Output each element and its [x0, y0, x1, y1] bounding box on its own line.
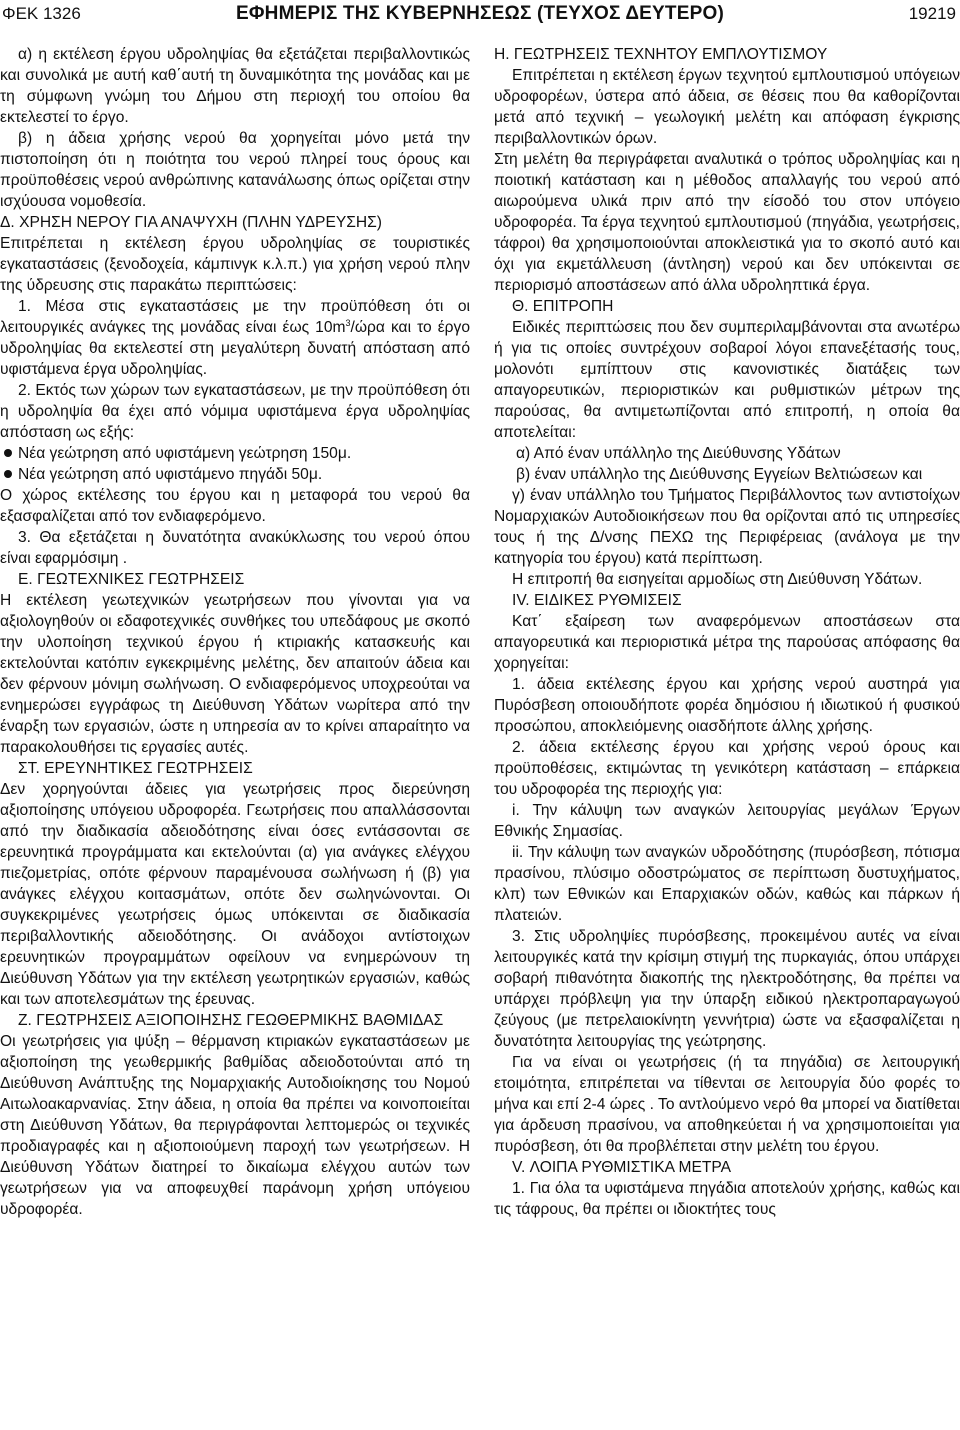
- paragraph-iv-2-ii: ii. Την κάλυψη των αναγκών υδροδότησης (πυρόσβεση, πότισμα πρασίνου, πλύσιμο οδοστρώματος σε περίπτωση δυστυχήματος, κλπ) των Εθνικών και Επαρχιακών οδών, καθώς και πάρκων ή πλατειών.: [494, 844, 960, 924]
- paragraph-iv-1: 1. άδεια εκτέλεσης έργου και χρήσης νερού αυστηρά για Πυρόσβεση οποιουδήποτε φορέα δημόσιου ή ιδιωτικού ή φυσικού προσώπου, αποκλειόμενης οιασδήποτε άλλης χρήσης.: [494, 676, 960, 735]
- paragraph-b: β) η άδεια χρήσης νερού θα χορηγείται μόνο μετά την πιστοποίηση ότι η ποιότητα του νερού πληρεί τους όρους και προϋποθέσεις νερού ανθρώπινης κατανάλωσης όπως ορίζεται στην ισχύουσα νομοθεσία.: [0, 130, 470, 210]
- section-heading-z: Ζ. ΓΕΩΤΡΗΣΕΙΣ ΑΞΙΟΠΟΙΗΣΗΣ ΓΕΩΘΕΡΜΙΚΗΣ ΒΑΘΜΙΔΑΣ: [18, 1012, 444, 1029]
- page-header: [0, 0, 960, 30]
- paragraph-iv: Κατ΄ εξαίρεση των αναφερόμενων αποστάσεων στα απαγορευτικά και περιοριστικά μέτρα της παρούσας απόφασης θα χορηγείται:: [494, 613, 960, 672]
- paragraph-1-text-end: /ώρα και το έργο υδροληψίας θα εκτελεστεί στη μεγαλύτερη δυνατή απόσταση από υφιστάμενα έργα υδροληψίας.: [0, 319, 470, 378]
- paragraph-e: Η εκτέλεση γεωτεχνικών γεωτρήσεων που γίνονται για να αξιολογηθούν οι εδαφοτεχνικές συνθήκες του υπεδάφους με σκοπό την υλοποίηση τεχνικού έργου ή κτιριακής κατασκευής και εκτελούνται κατόπιν εγκεκριμένης μελέτης, δεν απαιτούν άδεια και δεν φέρνουν μόνιμη σωλήνωση. Ο ενδιαφερόμενος υποχρεούται να ενημερώσει εγγράφως τη Διεύθυνση Υδάτων νωρίτερα από την έναρξη των εργασιών, ώστε η υπηρεσία αν το κρίνει απαραίτητο να παρακολουθήσει τις εργασίες αυτές.: [0, 592, 470, 756]
- section-heading-e: Ε. ΓΕΩΤΕΧΝΙΚΕΣ ΓΕΩΤΡΗΣΕΙΣ: [18, 571, 245, 588]
- section-heading-v: V. ΛΟΙΠΑ ΡΥΘΜΙΣΤΙΚΑ ΜΕΤΡΑ: [512, 1159, 732, 1176]
- paragraph-v-1: 1. Για όλα τα υφιστάμενα πηγάδια αποτελούν χρήσης, καθώς και τις τάφρους, θα πρέπει οι ιδιοκτήτες τους: [494, 1180, 960, 1218]
- bullet-icon: [4, 449, 12, 457]
- page-number: 19219: [908, 4, 956, 23]
- bullet-item-1: [0, 443, 470, 464]
- bullet-icon: [4, 470, 12, 478]
- paragraph-area: Ο χώρος εκτέλεσης του έργου και η μεταφορά του νερού θα εξασφαλίζεται από τον ενδιαφερόμενο.: [0, 487, 470, 525]
- paragraph-h2: Στη μελέτη θα περιγράφεται αναλυτικά ο τρόπος υδροληψίας και η ποιοτική κατάσταση και η μέθοδος απαλλαγής του νερού από αιωρούμενα υλικά πριν από την είσοδό του στον υπόγειο υδροφορέα. Τα έργα τεχνητού εμπλουτισμού (πηγάδια, γεωτρήσεις, τάφροι) θα χρησιμοποιούνται αποκλειστικά για το σκοπό αυτό και όχι για εκμετάλλευση (άντληση) νερού και δεν υπόκεινται σε περιορισμό αποστάσεων από άλλα υδροληπτικά έργα.: [494, 151, 960, 294]
- paragraph-h1: Επιτρέπεται η εκτέλεση έργων τεχνητού εμπλουτισμού υπόγειων υδροφορέων, ύστερα από άδεια, σε θέσεις που θα καθορίζονται μετά από τεχνική – γεωλογική μελέτη και απόφαση έγκρισης περιβαλλοντικών όρων.: [494, 67, 960, 147]
- paragraph-th-d: Η επιτροπή θα εισηγείται αρμοδίως στη Διεύθυνση Υδάτων.: [512, 571, 923, 588]
- section-heading-iv: IV. ΕΙΔΙΚΕΣ ΡΥΘΜΙΣΕΙΣ: [512, 592, 682, 609]
- bullet-text-1: Νέα γεώτρηση από υφιστάμενη γεώτρηση 150μ.: [18, 445, 352, 462]
- paragraph-iv-2: 2. άδεια εκτέλεσης έργου και χρήσης νερού όρους και προϋποθέσεις, εκτιμώντας τη γενικότερη κατάσταση – επάρκεια του υδροφορέα της περιοχής για:: [494, 739, 960, 798]
- left-column: [0, 44, 470, 1220]
- paragraph-iv-2-i: i. Την κάλυψη των αναγκών λειτουργίας μεγάλων Έργων Εθνικής Σημασίας.: [494, 802, 960, 840]
- cubic-superscript: 3: [345, 317, 351, 328]
- bullet-text-2: Νέα γεώτρηση από υφιστάμενο πηγάδι 50μ.: [18, 466, 323, 483]
- paragraph-z: Οι γεωτρήσεις για ψύξη – θέρμανση κτιριακών εγκαταστάσεων με αξιοποίηση της γεωθερμικής βαθμίδας αδειοδοτούνται από τη Διεύθυνση Ανάπτυξης της Νομαρχιακής Αυτοδιοίκησης του Νομού Αιτωλοακαρνανίας. Στην άδεια, η οποία θα πρέπει να κοινοποιείται στη Διεύθυνση Υδάτων, θα περιγράφονται λεπτομερώς οι τεχνικές προδιαγραφές και η αξιοποιούμενη παροχή των γεωτρήσεων. Η Διεύθυνση Υδάτων διατηρεί το δικαίωμα ελέγχου αυτών των γεωτρήσεων για να αποφευχθεί παράνομη χρήση υπόγειου υδροφορέα.: [0, 1033, 470, 1218]
- paragraph-iv-4: Για να είναι οι γεωτρήσεις (ή τα πηγάδια) σε λειτουργική ετοιμότητα, επιτρέπεται να τίθενται σε λειτουργία δύο φορές το μήνα και επί 2-4 ώρες . Το αντλούμενο νερό θα μπορεί να διατίθεται για άρδευση πρασίνου, να αποθηκεύεται ή να χρησιμοποιείται για πυρόσβεση, ότι θα προβλέπεται στην μελέτη του έργου.: [494, 1054, 960, 1155]
- paragraph-th: Ειδικές περιπτώσεις που δεν συμπεριλαμβάνονται στα ανωτέρω ή για τις οποίες συντρέχουν σοβαροί λόγοι επανεξέτασής τους, μολονότι εμπίπτουν στις κανονιστικές διατάξεις των απαγορευτικών, περιοριστικών και ρυθμιστικών μέτρων της παρούσας, θα αντιμετωπίζονται από επιτροπή, η οποία θα αποτελείται:: [494, 319, 960, 441]
- section-heading-h: Η. ΓΕΩΤΡΗΣΕΙΣ ΤΕΧΝΗΤΟΥ ΕΜΠΛΟΥΤΙΣΜΟΥ: [494, 46, 828, 63]
- committee-member-b: β) έναν υπάλληλο της Διεύθυνσης Εγγείων Βελτιώσεων και: [516, 466, 923, 483]
- committee-member-a: α) Από έναν υπάλληλο της Διεύθυνσης Υδάτων: [516, 445, 841, 462]
- paragraph-2: 2. Εκτός των χώρων των εγκαταστάσεων, με την προϋπόθεση ότι η υδροληψία θα έχει από νόμιμα υφιστάμενα έργα υδροληψίας απόσταση ως εξής:: [0, 382, 470, 441]
- paragraph-st: Δεν χορηγούνται άδειες για γεωτρήσεις προς διερεύνηση αξιοποίησης υπόγειου υδροφορέα. Γεωτρήσεις που απαλλάσσονται από την διαδικασία αδειοδότησης είναι όσες εντάσσονται σε ερευνητικά προγράμματα και εκτελούνται (α) για ανάγκες ελέγχου πιεζομετρίας, οπότε φέρνουν παραμένουσα σωλήνωση ή (β) για ανάγκες ελέγχου κοιτασμάτων, οπότε δεν σωληνώνονται. Οι συγκεκριμένες γεωτρήσεις όμως υπόκεινται σε διαδικασία περιβαλλοντικής αδειοδότησης. Οι ανάδοχοι αντίστοιχων ερευνητικών προγραμμάτων οφείλουν να ενημερώνουν τη Διεύθυνση Υδάτων για την εκτέλεση γεωτρητικών εργασιών, καθώς και των αποτελεσμάτων της έρευνας.: [0, 781, 470, 1008]
- paragraph-d-intro: Επιτρέπεται η εκτέλεση έργου υδροληψίας σε τουριστικές εγκαταστάσεις (ξενοδοχεία, κάμπινγκ κ.λ.π.) για χρήση νερού πλην της ύδρευσης στις παρακάτω περιπτώσεις:: [0, 235, 470, 294]
- paragraph-a: α) η εκτέλεση έργου υδροληψίας θα εξετάζεται περιβαλλοντικώς και συνολικά με αυτή καθ΄αυτή τη δυναμικότητα της μονάδας και με τη σύμφωνη γνώμη του Δήμου στη περιοχή του οποίου θα εκτελεστεί το έργο.: [0, 46, 470, 126]
- paragraph-iv-3: 3. Στις υδροληψίες πυρόσβεσης, προκειμένου αυτές να είναι λειτουργικές κατά την κρίσιμη στιγμή της πυρκαγιάς, όπου υπάρχει σοβαρή πιθανότητα διακοπής της ηλεκτροδότησης, θα πρέπει να υπάρχει πρόβλεψη για την ύπαρξη ειδικού ηλεκτροπαραγωγού ζεύγους (με πετρελαιοκίνητη γεννήτρια) ώστε να εξασφαλίζεται η δυνατότητα λειτουργίας της γεώτρησης.: [494, 928, 960, 1050]
- issue-number: ΦΕΚ 1326: [2, 4, 81, 23]
- paragraph-3: 3. Θα εξετάζεται η δυνατότητα ανακύκλωσης του νερού όπου είναι εφαρμόσιμη .: [0, 529, 470, 567]
- paragraph-1: [0, 296, 470, 380]
- paragraph-1-text-start: 1. Μέσα στις εγκαταστάσεις με την προϋπόθεση ότι οι λειτουργικές ανάγκες της μονάδας είναι έως 10m: [0, 298, 470, 336]
- section-heading-th: Θ. ΕΠΙΤΡΟΠΗ: [512, 298, 614, 315]
- bullet-item-2: [0, 464, 470, 485]
- committee-member-c: γ) έναν υπάλληλο του Τμήματος Περιβάλλοντος των αντιστοίχων Νομαρχιακών Αυτοδιοικήσεων που θα ορίζονται από τις υπηρεσίες τους ή της Δ/νσης ΠΕΧΩ της Περιφέρειας (ανάλογα με την κατηγορία του έργου) κατά περίπτωση.: [494, 487, 960, 567]
- section-heading-st: ΣΤ. ΕΡΕΥΝΗΤΙΚΕΣ ΓΕΩΤΡΗΣΕΙΣ: [18, 760, 253, 777]
- right-column: [494, 44, 960, 1220]
- section-heading-d: Δ. ΧΡΗΣΗ ΝΕΡΟΥ ΓΙΑ ΑΝΑΨΥΧΗ (ΠΛΗΝ ΥΔΡΕΥΣΗΣ): [0, 214, 382, 231]
- gazette-title: ΕΦΗΜΕΡΙΣ ΤΗΣ ΚΥΒΕΡΝΗΣΕΩΣ (ΤΕΥΧΟΣ ΔΕΥΤΕΡΟ): [236, 3, 724, 24]
